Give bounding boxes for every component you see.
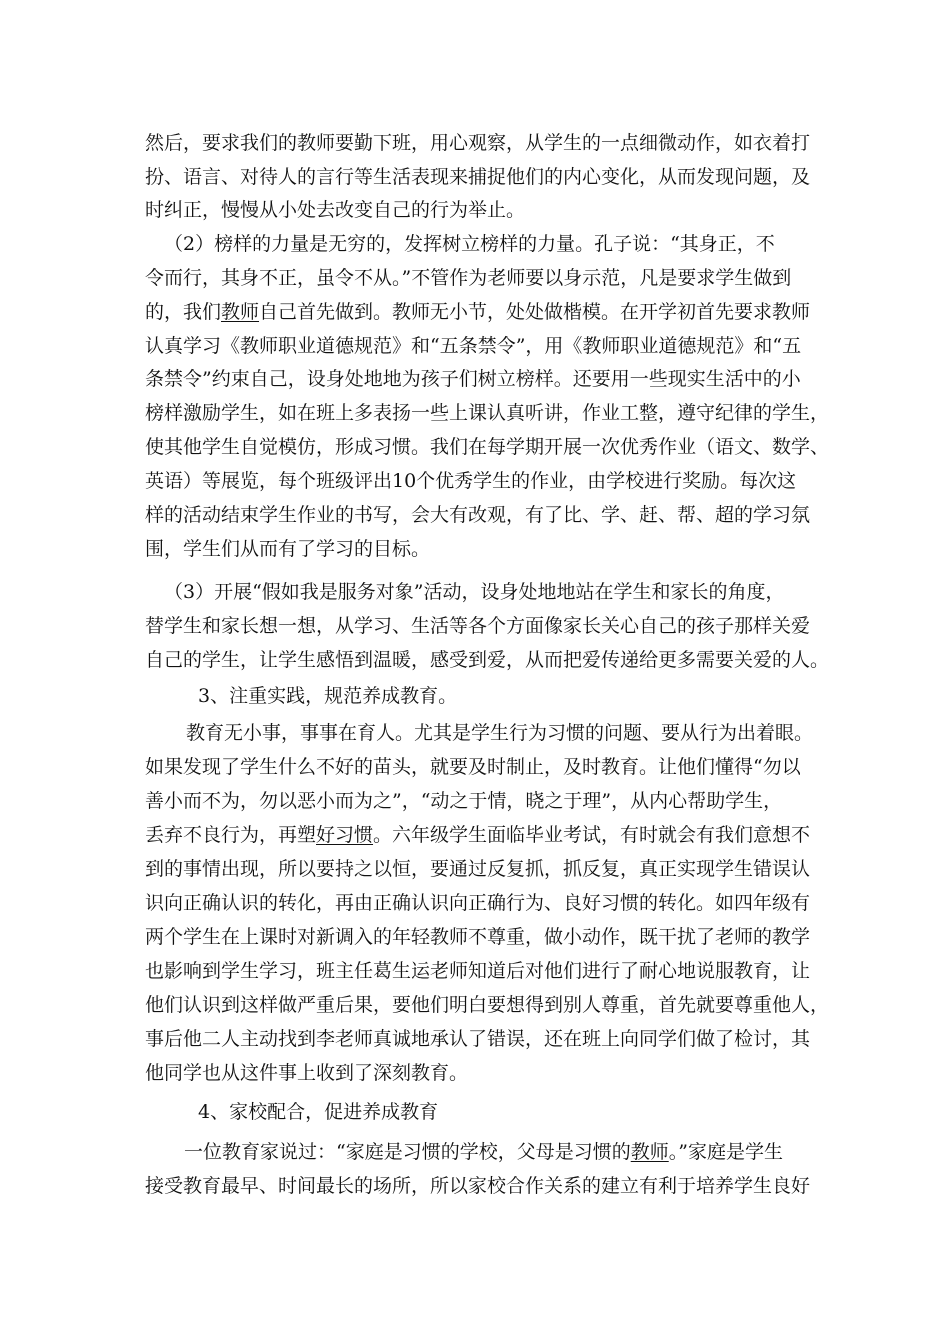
text-segment: 的，我们 [145, 301, 222, 323]
text-line: 自己的学生，让学生感悟到温暖，感受到爱，从而把爱传递给更多需要关爱的人。 [145, 649, 830, 671]
underlined-term: 教师 [630, 1141, 669, 1163]
text-line-with-underline [145, 818, 810, 852]
text-segment: 自己首先做到。教师无小节，处处做楷模。在开学初首先要求教师 [259, 301, 811, 323]
text-segment: 一位教育家说过：“家庭是习惯的学校，父母是习惯的 [184, 1141, 631, 1163]
text-line: 围，学生们从而有了学习的目标。 [145, 538, 431, 560]
text-line: 两个学生在上课时对新调入的年轻教师不尊重，做小动作，既干扰了老师的教学 [145, 926, 811, 948]
paragraph-start-line: 教育无小事，事事在育人。尤其是学生行为习惯的问题、要从行为出着眼。 [186, 722, 814, 744]
text-line: 英语）等展览，每个班级评出10个优秀学生的作业，由学校进行奖励。每次这 [145, 470, 797, 492]
text-line: 也影响到学生学习，班主任葛生运老师知道后对他们进行了耐心地说服教育，让 [145, 960, 811, 982]
text-line: 时纠正，慢慢从小处去改变自己的行为举止。 [145, 199, 526, 221]
text-line: 使其他学生自觉模仿，形成习惯。我们在每学期开展一次优秀作业（语文、数学、 [145, 436, 830, 458]
text-line: 到的事情出现，所以要持之以恒，要通过反复抓，抓反复，真正实现学生错误认 [145, 858, 811, 880]
text-line-with-underline [145, 295, 810, 329]
text-segment: 。六年级学生面临毕业考试，有时就会有我们意想不 [373, 824, 811, 846]
text-line-with-underline [184, 1135, 849, 1169]
text-line: 榜样激励学生，如在班上多表扬一些上课认真听讲，作业工整，遵守纪律的学生， [145, 402, 830, 424]
underlined-term: 教师 [221, 301, 260, 323]
text-line: 然后，要求我们的教师要勤下班，用心观察，从学生的一点细微动作，如衣着打 [145, 132, 811, 154]
section-heading: 4、家校配合，促进养成教育 [198, 1101, 439, 1123]
text-line: 样的活动结束学生作业的书写，会大有改观，有了比、学、赶、帮、超的学习氛 [145, 504, 811, 526]
text-line: 条禁令”约束自己，设身处地地为孩子们树立榜样。还要用一些现实生活中的小 [145, 368, 801, 390]
underlined-term: 好习惯 [316, 824, 374, 846]
text-line: 善小而不为，勿以恶小而为之”，“动之于情，晓之于理”，从内心帮助学生， [145, 790, 783, 812]
text-line: 他们认识到这样做严重后果，要他们明白要想得到别人尊重，首先就要尊重他人， [145, 994, 830, 1016]
paragraph-start-line: （2）榜样的力量是无穷的，发挥树立榜样的力量。孔子说：“其身正，不 [164, 233, 775, 255]
text-line: 接受教育最早、时间最长的场所，所以家校合作关系的建立有利于培养学生良好 [145, 1175, 811, 1197]
paragraph-start-line: （3）开展“假如我是服务对象”活动，设身处地地站在学生和家长的角度， [164, 581, 785, 603]
text-line: 扮、语言、对待人的言行等生活表现来捕捉他们的内心变化，从而发现问题，及 [145, 166, 811, 188]
text-line: 事后他二人主动找到李老师真诚地承认了错误，还在班上向同学们做了检讨，其 [145, 1028, 811, 1050]
text-line: 识向正确认识的转化，再由正确认识向正确行为、良好习惯的转化。如四年级有 [145, 892, 811, 914]
text-segment: 。”家庭是学生 [668, 1141, 783, 1163]
text-line: 如果发现了学生什么不好的苗头，就要及时制止，及时教育。让他们懂得“勿以 [145, 756, 801, 778]
text-line: 他同学也从这件事上收到了深刻教育。 [145, 1062, 469, 1084]
text-line: 认真学习《教师职业道德规范》和“五条禁令”，用《教师职业道德规范》和“五 [145, 335, 802, 357]
text-line: 替学生和家长想一想，从学习、生活等各个方面像家长关心自己的孩子那样关爱 [145, 615, 811, 637]
text-segment: 丢弃不良行为，再塑 [145, 824, 317, 846]
text-line: 令而行，其身不正，虽令不从。”不管作为老师要以身示范，凡是要求学生做到 [145, 267, 792, 289]
section-heading: 3、注重实践，规范养成教育。 [198, 685, 458, 707]
